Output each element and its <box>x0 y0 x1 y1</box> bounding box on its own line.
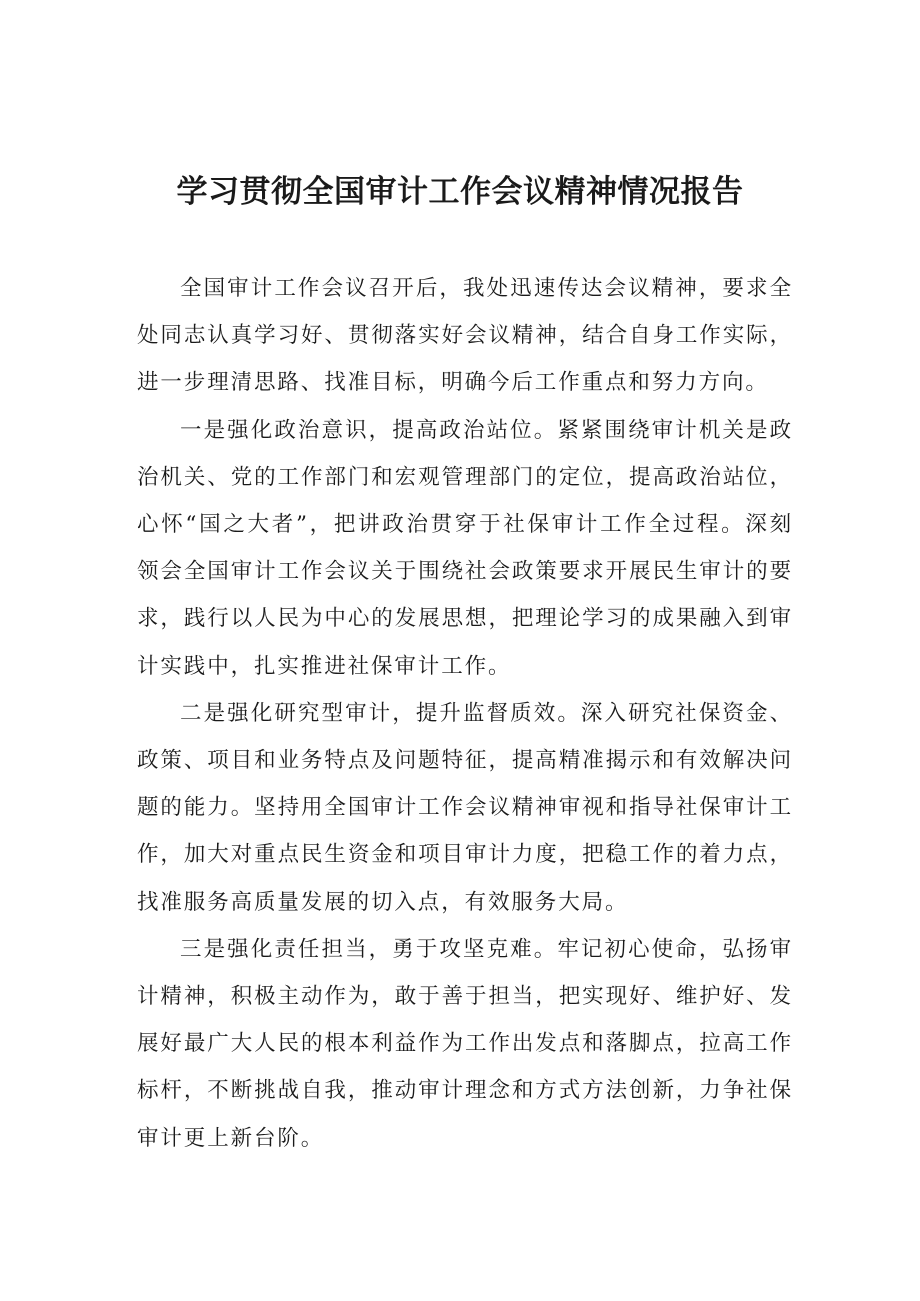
paragraph-intro: 全国审计工作会议召开后，我处迅速传达会议精神，要求全处同志认真学习好、贯彻落实好会议精神，结合自身工作实际，进一步理清思路、找准目标，明确今后工作重点和努力方向。 <box>137 276 793 396</box>
paragraph-point-two: 二是强化研究型审计，提升监督质效。深入研究社保资金、政策、项目和业务特点及问题特征，提高精准揭示和有效解决问题的能力。坚持用全国审计工作会议精神审视和指导社保审计工作，加大对重点民生资金和项目审计力度，把稳工作的着力点，找准服务高质量发展的切入点，有效服务大局。 <box>137 700 793 915</box>
paragraph-point-three: 三是强化责任担当，勇于攻坚克难。牢记初心使命，弘扬审计精神，积极主动作为，敢于善于担当，把实现好、维护好、发展好最广大人民的根本利益作为工作出发点和落脚点，拉高工作标杆，不断挑战自我，推动审计理念和方式方法创新，力争社保审计更上新台阶。 <box>137 936 793 1151</box>
document-title: 学习贯彻全国审计工作会议精神情况报告 <box>176 174 744 210</box>
document-body <box>137 265 793 1162</box>
paragraph-point-one: 一是强化政治意识，提高政治站位。紧紧围绕审计机关是政治机关、党的工作部门和宏观管理部门的定位，提高政治站位，心怀“国之大者”，把讲政治贯穿于社保审计工作全过程。深刻领会全国审计工作会议关于围绕社会政策要求开展民生审计的要求，践行以人民为中心的发展思想，把理论学习的成果融入到审计实践中，扎实推进社保审计工作。 <box>137 417 793 679</box>
